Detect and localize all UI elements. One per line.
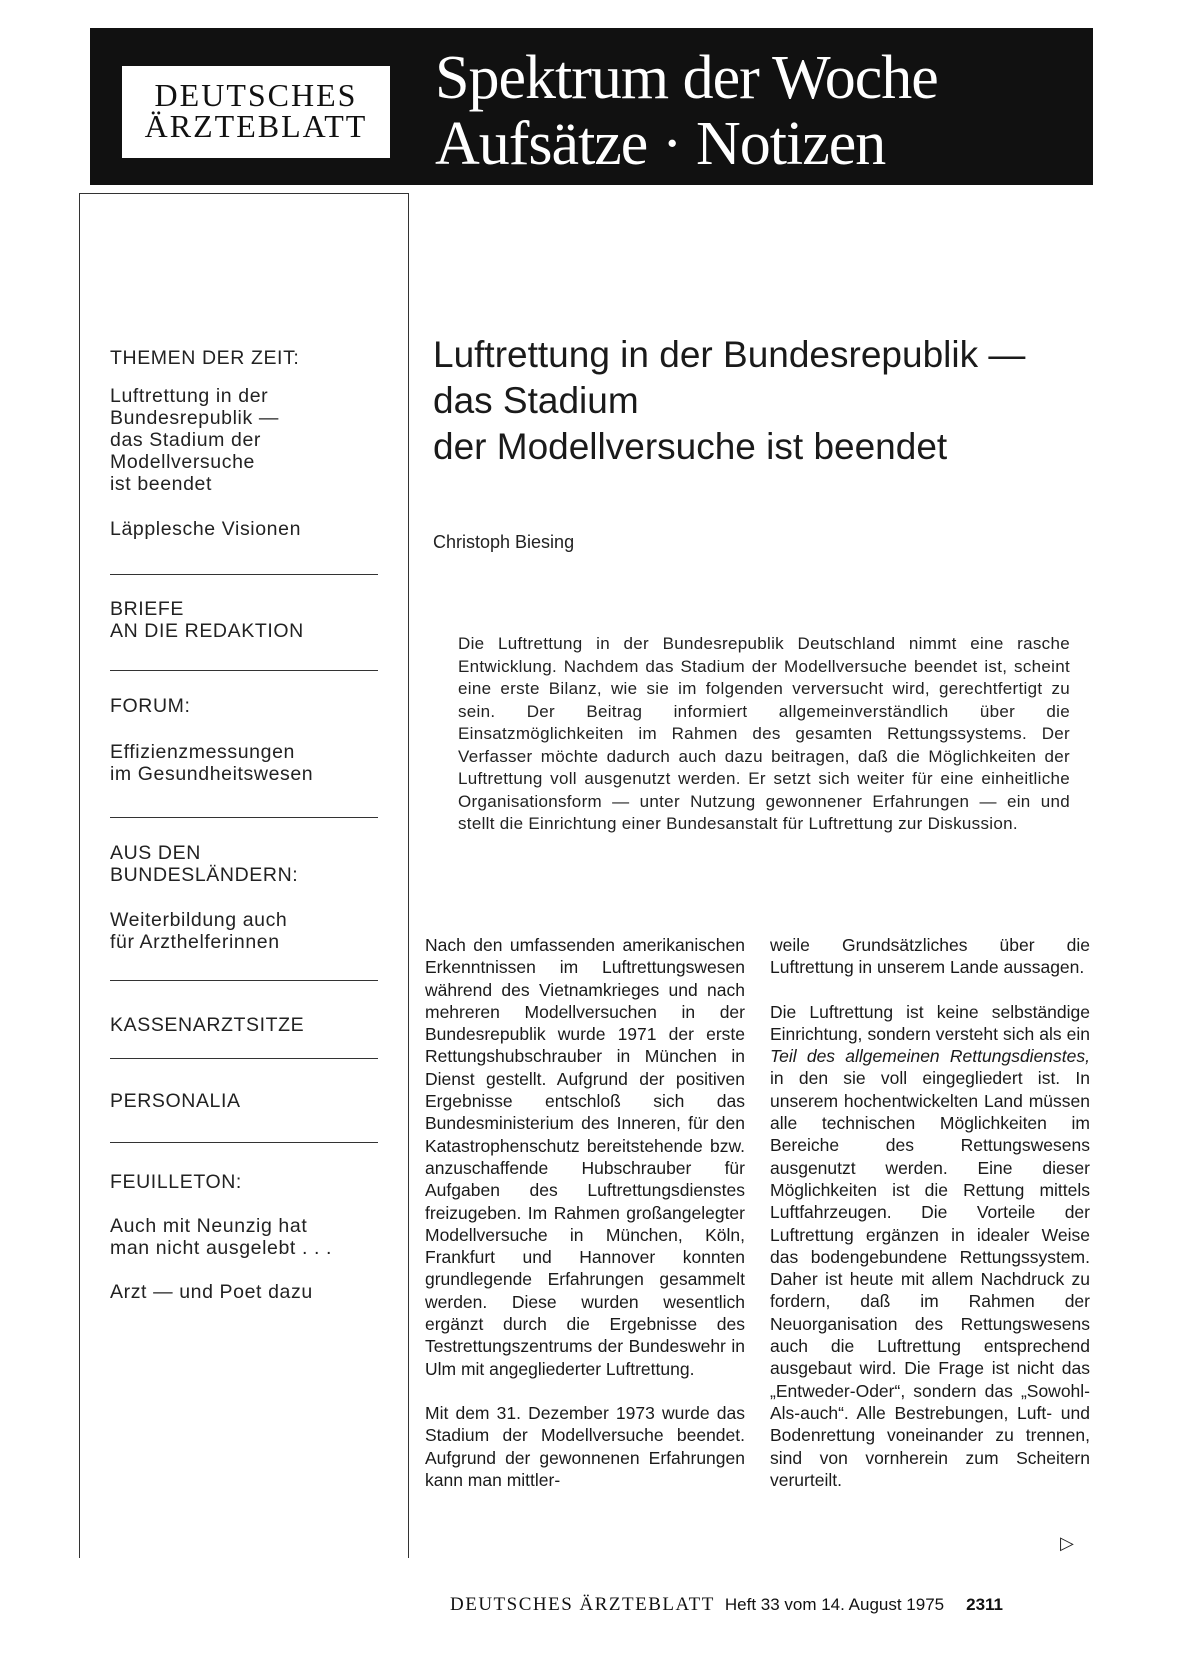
contents-item-effizienz — [110, 741, 313, 785]
contents-divider — [110, 980, 378, 981]
headline-line: das Stadium — [433, 380, 639, 421]
contents-item-neunzig — [110, 1215, 332, 1259]
contents-heading-kassen: KASSENARZTSITZE — [110, 1014, 305, 1036]
contents-item-visionen: Läpplesche Visionen — [110, 518, 302, 540]
headline-line: der Modellversuche ist beendet — [433, 426, 948, 467]
article-author: Christoph Biesing — [433, 532, 575, 552]
contents-divider — [110, 1142, 378, 1143]
contents-heading-personalia: PERSONALIA — [110, 1090, 241, 1112]
contents-item-line: Modellversuche — [110, 451, 255, 473]
contents-item-poet: Arzt — und Poet dazu — [110, 1281, 313, 1303]
section-title-line-1: Spektrum der Woche — [435, 44, 938, 112]
contents-heading-line: BRIEFE — [110, 598, 185, 620]
contents-item-line: das Stadium der — [110, 429, 261, 451]
contents-item-line: Auch mit Neunzig hat — [110, 1215, 308, 1237]
contents-item-line: für Arzthelferinnen — [110, 931, 280, 953]
contents-item-line: man nicht ausgelebt . . . — [110, 1237, 333, 1259]
page-footer — [450, 1594, 1003, 1616]
footer-issue: Heft 33 vom 14. August 1975 — [724, 1595, 945, 1614]
contents-heading-line: AUS DEN — [110, 842, 201, 864]
contents-heading-briefe — [110, 598, 304, 642]
contents-item-line: Luftrettung in der — [110, 385, 269, 407]
contents-item-line: Bundesrepublik — — [110, 407, 279, 429]
journal-logo — [122, 66, 390, 158]
contents-item-line: ist beendet — [110, 473, 213, 495]
paragraph-text: Die Luftrettung ist keine selbständige Einrichtung, sondern versteht sich als ein — [770, 1001, 1090, 1044]
logo-line-1: DEUTSCHES — [154, 77, 358, 113]
article-paragraph: weile Grundsätzliches über die Luftrettung in unserem Lande aussagen. — [770, 935, 1090, 978]
article-column-1 — [425, 934, 745, 1513]
contents-item-line: im Gesundheitswesen — [110, 763, 314, 785]
paragraph-text: in den sie voll eingegliedert ist. In unserem hochentwickelten Land müssen alle technischen Möglichkeiten im Bereiche des Rettungswesens ausgenutzt werden. Eine dieser Möglichkeiten ist die Rettung mittels Luftfahrzeugen. Die Vorteile der Luftrettung ergänzen in idealer Weise das bodengebundene Rettungssystem. Daher ist heute mit allem Nachdruck zu fordern, daß im Rahmen der Neuorganisation des Rettungswesens auch die Luftrettung entsprechend ausgebaut wird. Die Frage ist nicht das „Entweder-Oder“, sondern das „Sowohl-Als-auch“. Alle Bestrebungen, Luft- und Bodenrettung voneinander zu trennen, sind von vornherein zum Scheitern verurteilt. — [770, 1068, 1090, 1490]
contents-divider — [110, 574, 378, 575]
contents-heading-feuilleton: FEUILLETON: — [110, 1171, 242, 1193]
contents-divider — [110, 670, 378, 671]
section-title-line-2: Aufsätze · Notizen — [435, 110, 886, 178]
article-paragraph: Mit dem 31. Dezember 1973 wurde das Stadium der Modellversuche beendet. Aufgrund der gewonnenen Erfahrungen kann man mittler- — [425, 1402, 745, 1490]
page-number: 2311 — [966, 1595, 1004, 1614]
article-paragraph — [770, 1001, 1090, 1492]
article-column-2 — [770, 934, 1090, 1513]
logo-line-2: ÄRZTEBLATT — [144, 108, 368, 144]
contents-item-weiterbildung — [110, 909, 287, 953]
footer-journal-name: DEUTSCHES ÄRZTEBLATT — [450, 1594, 715, 1615]
contents-heading-forum: FORUM: — [110, 695, 191, 717]
contents-heading-line: AN DIE REDAKTION — [110, 620, 304, 642]
masthead — [90, 28, 1093, 185]
contents-divider — [110, 1058, 378, 1059]
article-abstract: Die Luftrettung in der Bundesrepublik Deutschland nimmt eine rasche Entwicklung. Nachdem das Stadium der Modellversuche beendet ist, scheint eine erste Bilanz, wie sie im folgenden verversucht wird, gerechtfertigt zu sein. Der Beitrag informiert allgemeinverständlich über die Einsatzmöglichkeiten im Rahmen des gesamten Rettungssystems. Der Verfasser möchte dadurch auch dazu beitragen, daß die Möglichkeiten der Luftrettung voll ausgenutzt werden. Er setzt sich weiter für eine einheitliche Organisationsform — unter Nutzung gewonnener Erfahrungen — ein und stellt die Einrichtung einer Bundesanstalt für Luftrettung zur Diskussion. — [458, 634, 1070, 833]
article-headline — [433, 332, 1113, 470]
contents-item-line: Weiterbildung auch — [110, 909, 288, 931]
headline-line: Luftrettung in der Bundesrepublik — — [433, 334, 1026, 375]
contents-heading-line: BUNDESLÄNDERN: — [110, 864, 299, 886]
contents-item-line: Effizienzmessungen — [110, 741, 295, 763]
contents-heading-themen: THEMEN DER ZEIT: — [110, 347, 300, 369]
article-paragraph: Nach den umfassenden amerikanischen Erkenntnissen im Luftrettungswesen während des Vietnamkrieges und nach mehreren Modellversuchen in der Bundesrepublik wurde 1971 der erste Rettungshubschrauber in München in Dienst gestellt. Aufgrund der positiven Ergebnisse entschloß sich das Bundesministerium des Inneren, für den Katastrophenschutz bereitstehende bzw. anzuschaffende Hubschrauber für Aufgaben des Luftrettungsdienstes freizugeben. Im Rahmen großangelegter Modellversuche in München, Köln, Frankfurt und Hannover konnten grundlegende Erfahrungen gesammelt werden. Diese wurden wesentlich ergänzt durch die Ergebnisse des Testrettungszentrums der Bundeswehr in Ulm mit angegliederter Luftrettung. — [425, 935, 745, 1379]
contents-divider — [110, 817, 378, 818]
continue-arrow-icon: ▷ — [1060, 1533, 1074, 1553]
contents-item-luftrettung — [110, 385, 279, 495]
emphasized-text: Teil des allgemeinen Rettungsdienstes, — [770, 1046, 1090, 1067]
contents-heading-laender — [110, 842, 298, 886]
